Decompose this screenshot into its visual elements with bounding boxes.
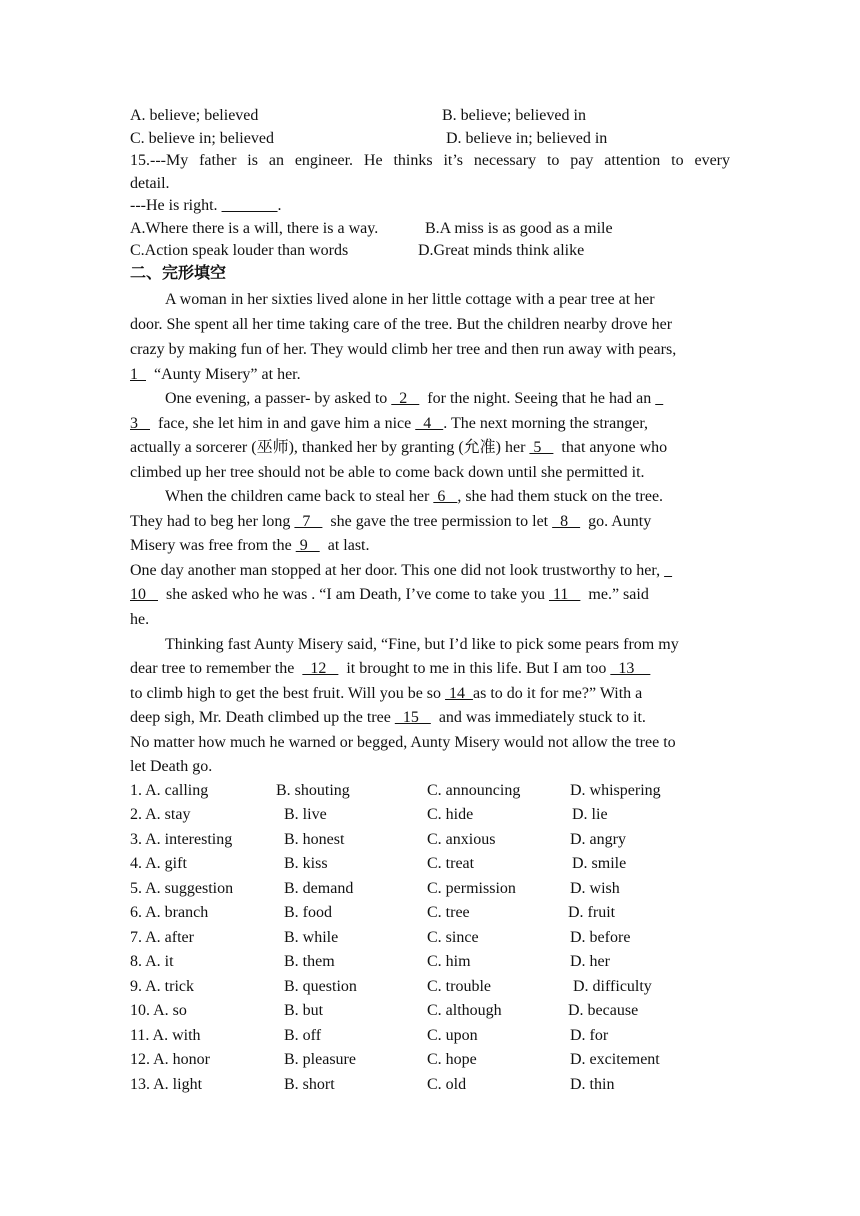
blank-14: 14 xyxy=(445,685,474,702)
option-row-7-d: D. before xyxy=(570,929,631,946)
blank-3: 3 xyxy=(130,415,150,432)
option-row-11-a: 11. A. with xyxy=(130,1027,201,1044)
q15-reply-text: ---He is right. xyxy=(130,197,222,214)
blank-13: 13 xyxy=(610,660,651,677)
passage-text: it brought to me in this life. But I am too xyxy=(338,660,611,677)
blank-7: 7 xyxy=(294,513,323,530)
option-row-6-a: 6. A. branch xyxy=(130,904,209,921)
passage-text: that anyone who xyxy=(553,439,668,456)
passage-line xyxy=(165,487,663,507)
q15-reply-end: . xyxy=(277,197,282,214)
blank-3-start xyxy=(655,390,663,407)
passage-line xyxy=(130,438,667,458)
passage-line xyxy=(130,684,642,704)
q15-stem: 15.---My father is an engineer. He thinks it’s necessary to pay attention to every xyxy=(130,152,730,169)
q15-reply xyxy=(130,196,282,216)
section-title: 二、完形填空 xyxy=(130,265,227,282)
passage-line: door. She spent all her time taking care of the tree. But the children nearby drove her xyxy=(130,316,673,333)
option-row-8-a: 8. A. it xyxy=(130,953,174,970)
option-row-12-b: B. pleasure xyxy=(284,1051,356,1068)
passage-line: let Death go. xyxy=(130,758,213,775)
option-row-5-c: C. permission xyxy=(427,880,516,897)
option-row-2-b: B. live xyxy=(284,806,327,823)
q15-stem-cont: detail. xyxy=(130,175,170,192)
option-row-8-d: D. her xyxy=(570,953,610,970)
option-row-13-d: D. thin xyxy=(570,1076,615,1093)
option-row-13-c: C. old xyxy=(427,1076,467,1093)
blank-10: 10 xyxy=(130,586,158,603)
blank-15: 15 xyxy=(394,709,431,726)
option-row-4-d: D. smile xyxy=(572,855,627,872)
passage-line: No matter how much he warned or begged, Aunty Misery would not allow the tree to xyxy=(130,734,676,751)
passage-text: at last. xyxy=(319,537,370,554)
passage-text: to climb high to get the best fruit. Will you be so xyxy=(130,685,446,702)
option-row-8-b: B. them xyxy=(284,953,335,970)
option-row-11-b: B. off xyxy=(284,1027,322,1044)
option-row-9-d: D. difficulty xyxy=(573,978,652,995)
option-row-3-a: 3. A. interesting xyxy=(130,831,233,848)
option-row-3-b: B. honest xyxy=(284,831,345,848)
option-row-1-b: B. shouting xyxy=(276,782,350,799)
passage-line xyxy=(130,585,649,605)
option-row-7-a: 7. A. after xyxy=(130,929,194,946)
passage-line: he. xyxy=(130,611,150,628)
option-row-10-d: D. because xyxy=(568,1002,639,1019)
option-row-2-d: D. lie xyxy=(572,806,608,823)
option-row-2-a: 2. A. stay xyxy=(130,806,191,823)
option-row-12-d: D. excitement xyxy=(570,1051,660,1068)
q14-option-c: C. believe in; believed xyxy=(130,130,274,147)
passage-text: They had to beg her long xyxy=(130,513,295,530)
passage-text: dear tree to remember the xyxy=(130,660,303,677)
option-row-12-c: C. hope xyxy=(427,1051,477,1068)
option-row-13-a: 13. A. light xyxy=(130,1076,203,1093)
passage-text: as to do it for me?” With a xyxy=(473,685,643,702)
option-row-5-a: 5. A. suggestion xyxy=(130,880,234,897)
passage-text: go. Aunty xyxy=(580,513,652,530)
blank-1: 1 xyxy=(130,366,146,383)
q14-option-b: B. believe; believed in xyxy=(442,107,586,124)
option-row-11-d: D. for xyxy=(570,1027,609,1044)
passage-text: she asked who he was . “I am Death, I’ve come to take you xyxy=(158,586,549,603)
option-row-4-c: C. treat xyxy=(427,855,475,872)
blank-12: 12 xyxy=(302,660,339,677)
passage-text: Misery was free from the xyxy=(130,537,296,554)
option-row-3-d: D. angry xyxy=(570,831,626,848)
passage-text: for the night. Seeing that he had an xyxy=(419,390,656,407)
passage-line: crazy by making fun of her. They would climb her tree and then run away with pears, xyxy=(130,341,677,358)
option-row-6-d: D. fruit xyxy=(568,904,616,921)
blank-8: 8 xyxy=(552,513,581,530)
passage-text: One evening, a passer- by asked to xyxy=(165,390,392,407)
passage-text: actually a sorcerer (巫师), thanked her by granting (允准) her xyxy=(130,439,530,456)
option-row-12-a: 12. A. honor xyxy=(130,1051,210,1068)
q15-option-a: A.Where there is a will, there is a way. xyxy=(130,220,379,237)
option-row-2-c: C. hide xyxy=(427,806,474,823)
option-row-4-b: B. kiss xyxy=(284,855,328,872)
option-row-10-a: 10. A. so xyxy=(130,1002,187,1019)
passage-text: “Aunty Misery” at her. xyxy=(146,366,301,383)
passage-line xyxy=(130,536,369,556)
option-row-7-b: B. while xyxy=(284,929,339,946)
passage-line xyxy=(130,414,648,434)
passage-text: One day another man stopped at her door. This one did not look trustworthy to her, xyxy=(130,562,665,579)
blank-2: 2 xyxy=(391,390,420,407)
passage-text: and was immediately stuck to it. xyxy=(430,709,646,726)
passage-line xyxy=(130,512,651,532)
blank-4: 4 xyxy=(415,415,444,432)
option-row-9-c: C. trouble xyxy=(427,978,491,995)
passage-text: . The next morning the stranger, xyxy=(443,415,649,432)
q15-blank xyxy=(222,197,278,214)
blank-6: 6 xyxy=(433,488,458,505)
option-row-13-b: B. short xyxy=(284,1076,335,1093)
q15-option-d: D.Great minds think alike xyxy=(418,242,585,259)
passage-line xyxy=(130,365,301,385)
blank-9: 9 xyxy=(295,537,320,554)
passage-text: When the children came back to steal her xyxy=(165,488,434,505)
option-row-9-b: B. question xyxy=(284,978,357,995)
option-row-10-c: C. although xyxy=(427,1002,502,1019)
passage-line xyxy=(130,708,646,728)
passage-line: climbed up her tree should not be able to come back down until she permitted it. xyxy=(130,464,645,481)
q14-option-d: D. believe in; believed in xyxy=(446,130,608,147)
passage-line xyxy=(130,659,650,679)
passage-text: me.” said xyxy=(580,586,649,603)
passage-text: face, she let him in and gave him a nice xyxy=(150,415,416,432)
option-row-9-a: 9. A. trick xyxy=(130,978,194,995)
passage-line: A woman in her sixties lived alone in her little cottage with a pear tree at her xyxy=(165,291,655,308)
option-row-7-c: C. since xyxy=(427,929,479,946)
option-row-4-a: 4. A. gift xyxy=(130,855,187,872)
option-row-6-c: C. tree xyxy=(427,904,470,921)
q14-option-a: A. believe; believed xyxy=(130,107,259,124)
passage-text: she gave the tree permission to let xyxy=(322,513,553,530)
option-row-1-d: D. whispering xyxy=(570,782,661,799)
passage-text: deep sigh, Mr. Death climbed up the tree xyxy=(130,709,395,726)
passage-line: Thinking fast Aunty Misery said, “Fine, but I’d like to pick some pears from my xyxy=(165,636,679,653)
blank-11: 11 xyxy=(548,586,581,603)
option-row-8-c: C. him xyxy=(427,953,471,970)
q15-option-c: C.Action speak louder than words xyxy=(130,242,349,259)
blank-10-start xyxy=(664,562,672,579)
option-row-1-a: 1. A. calling xyxy=(130,782,209,799)
option-row-5-d: D. wish xyxy=(570,880,620,897)
passage-line xyxy=(165,389,663,409)
option-row-6-b: B. food xyxy=(284,904,332,921)
option-row-10-b: B. but xyxy=(284,1002,324,1019)
q15-option-b: B.A miss is as good as a mile xyxy=(425,220,613,237)
option-row-11-c: C. upon xyxy=(427,1027,478,1044)
option-row-5-b: B. demand xyxy=(284,880,354,897)
passage-line xyxy=(130,561,672,581)
option-row-1-c: C. announcing xyxy=(427,782,521,799)
option-row-3-c: C. anxious xyxy=(427,831,496,848)
blank-5: 5 xyxy=(529,439,554,456)
passage-text: , she had them stuck on the tree. xyxy=(457,488,664,505)
